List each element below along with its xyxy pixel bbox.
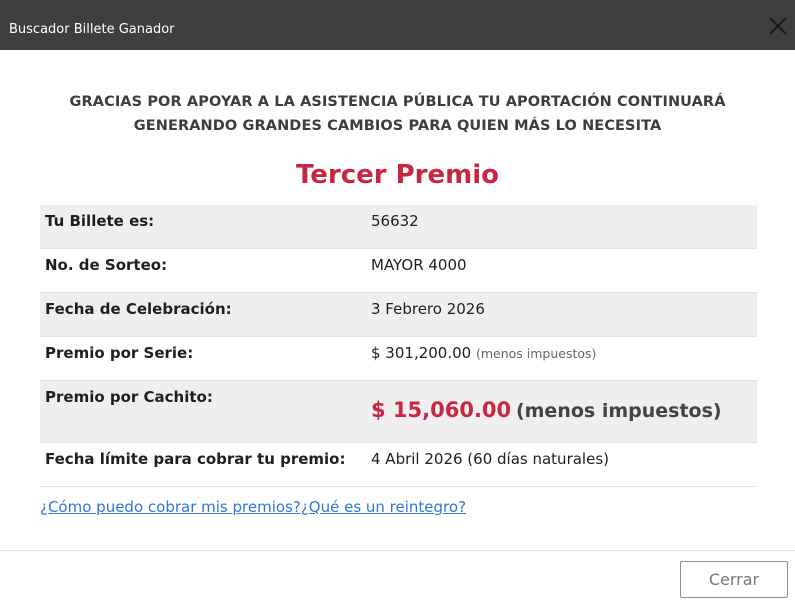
- footer-divider: [0, 550, 795, 551]
- prize-details-table: [40, 205, 757, 487]
- row-limite: [40, 443, 757, 487]
- thank-you-message: [40, 90, 755, 138]
- row-sorteo: [40, 249, 757, 293]
- modal-title: Buscador Billete Ganador: [9, 22, 175, 37]
- cachito-note: (menos impuestos): [515, 400, 722, 422]
- prize-title: Tercer Premio: [295, 160, 500, 190]
- row-cachito: [40, 381, 757, 443]
- cachito-label: Premio por Cachito:: [45, 388, 213, 406]
- row-serie: [40, 337, 757, 381]
- row-billete: [40, 205, 757, 249]
- fecha-value: 3 Febrero 2026: [371, 300, 485, 318]
- cachito-value: [371, 398, 722, 422]
- message-line-1: GRACIAS POR APOYAR A LA ASISTENCIA PÚBLICA TU APORTACIÓN CONTINUARÁ: [69, 94, 726, 110]
- billete-label: Tu Billete es:: [45, 212, 155, 230]
- serie-label: Premio por Serie:: [45, 344, 194, 362]
- serie-value: [371, 344, 596, 362]
- modal-titlebar: [0, 0, 795, 50]
- fecha-label: Fecha de Celebración:: [45, 300, 232, 318]
- close-icon[interactable]: [766, 14, 790, 38]
- billete-value: 56632: [371, 212, 419, 230]
- serie-amount: $ 301,200.00: [371, 344, 472, 362]
- sorteo-value: MAYOR 4000: [371, 256, 467, 274]
- row-fecha: [40, 293, 757, 337]
- cachito-amount: $ 15,060.00: [371, 398, 512, 422]
- serie-note: (menos impuestos): [475, 346, 597, 361]
- help-link[interactable]: ¿Cómo puedo cobrar mis premios?¿Qué es un reintegro?: [40, 498, 467, 516]
- close-button[interactable]: Cerrar: [680, 561, 788, 598]
- sorteo-label: No. de Sorteo:: [45, 256, 168, 274]
- limite-value: 4 Abril 2026 (60 días naturales): [371, 450, 609, 468]
- message-line-2: GENERANDO GRANDES CAMBIOS PARA QUIEN MÁS LO NECESITA: [133, 118, 662, 134]
- limite-label: Fecha límite para cobrar tu premio:: [45, 450, 346, 468]
